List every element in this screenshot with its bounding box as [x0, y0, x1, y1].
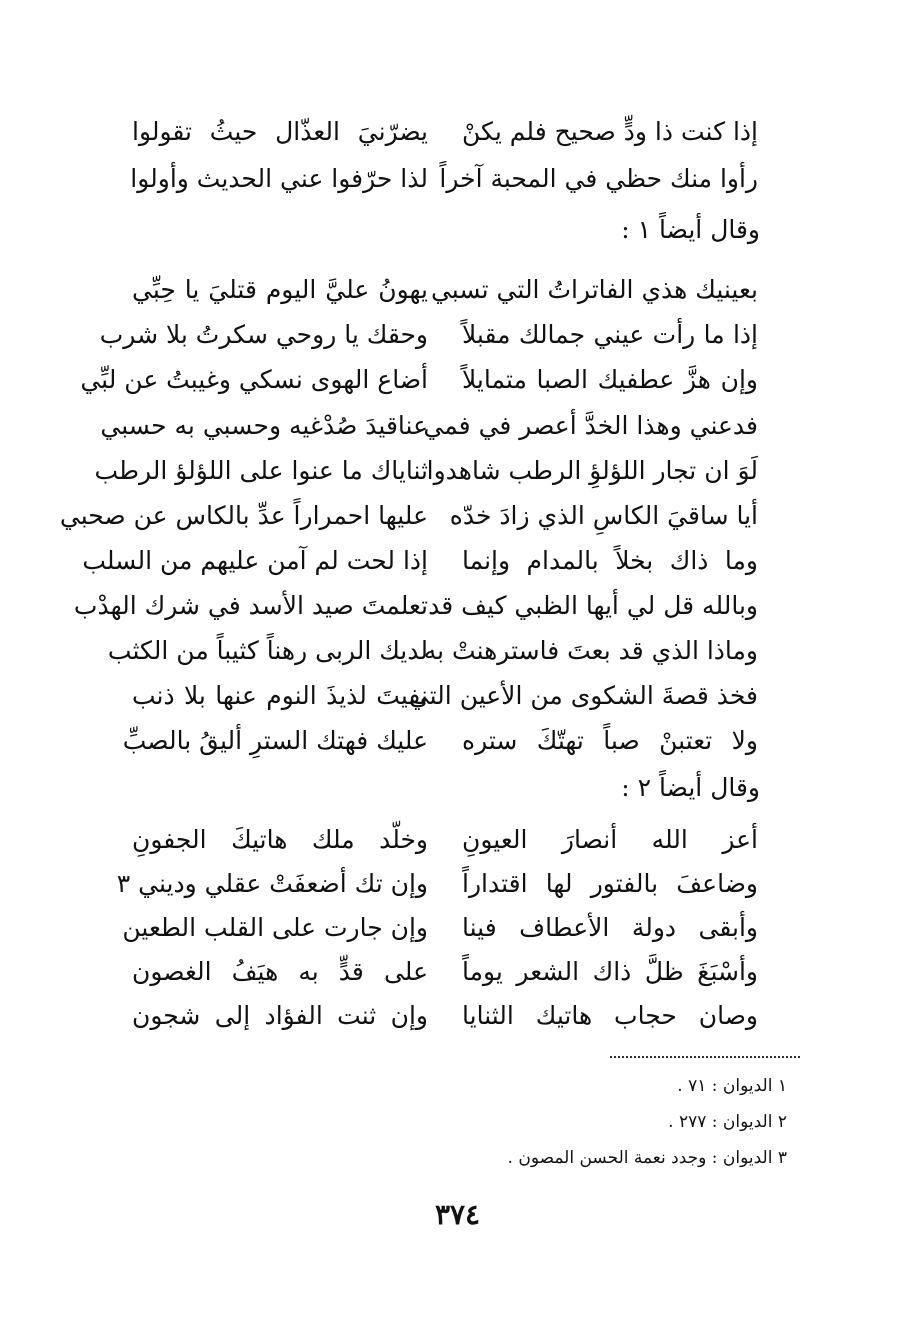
verse-second-hemistich: عناقيدَ صُدْغيه وحسبي به حسبي	[100, 411, 428, 440]
verse-row	[439, 157, 758, 201]
verse-row	[462, 358, 758, 402]
verse-row	[132, 994, 428, 1038]
verse-row	[462, 539, 758, 583]
verse-first-hemistich: وضاعفَ بالفتور لها اقتداراً	[462, 869, 758, 898]
verse-row	[116, 862, 428, 906]
verse-row	[462, 313, 758, 357]
verse-first-hemistich: بعينيك هذي الفاتراتُ التي تسبي	[430, 275, 758, 304]
verse-row	[82, 539, 428, 583]
verse-second-hemistich: يهونُ عليَّ اليوم قتليَ يا حِبِّي	[132, 275, 428, 304]
verse-row	[426, 449, 758, 493]
verse-first-hemistich: وبالله قل لي أيها الظبي كيف قد	[428, 591, 758, 620]
verse-first-hemistich: ولا تعتبنْ صباً تهتّكَ ستره	[462, 726, 758, 755]
verse-second-hemistich: وحقك يا روحي سكرتُ بلا شرب	[99, 320, 428, 349]
verse-row	[408, 674, 758, 718]
verse-row	[462, 818, 758, 862]
verse-second-hemistich: وإن جارت على القلب الطعين	[122, 913, 428, 942]
verse-row	[462, 719, 758, 763]
verse-second-hemistich: ثناياك ما عنوا على اللؤلؤ الرطب	[94, 456, 428, 485]
footnote: ١ الديوان : ٧١ .	[677, 1076, 787, 1096]
verse-second-hemistich: إذا لحت لم آمن عليهم من السلب	[82, 546, 428, 575]
verse-row	[94, 449, 428, 493]
verse-row	[80, 358, 428, 402]
verse-first-hemistich: وصان حجاب هاتيك الثنايا	[462, 1001, 758, 1030]
verse-row	[132, 157, 428, 201]
verse-second-hemistich: أضاع الهوى نسكي وغيبتُ عن لبِّي	[80, 365, 428, 394]
verse-row	[462, 110, 758, 154]
footnote: ٢ الديوان : ٢٧٧ .	[668, 1112, 787, 1132]
verse-second-hemistich: لديك الربى رهناً كثيباً من الكثب	[107, 636, 428, 665]
verse-row	[99, 313, 428, 357]
footnote: ٣ الديوان : وجدد نعمة الحسن المصون .	[507, 1148, 787, 1168]
verse-row	[132, 674, 428, 718]
verse-row	[449, 494, 758, 538]
verse-row	[428, 584, 758, 628]
verse-row	[462, 862, 758, 906]
verse-second-hemistich: تعلمتَ صيد الأسد في شرك الهدْب	[73, 591, 428, 620]
verse-second-hemistich: وإن تك أضعفَتْ عقلي وديني ٣	[116, 869, 428, 898]
poem-intro: وقال أيضاً ٢ :	[621, 773, 760, 802]
poem-intro: وقال أيضاً ١ :	[621, 215, 760, 244]
verse-row	[122, 906, 428, 950]
verse-row	[132, 110, 428, 154]
verse-row	[100, 404, 428, 448]
verse-first-hemistich: فخذ قصةَ الشكوى من الأعين التي	[408, 681, 758, 710]
verse-row	[132, 818, 428, 862]
verse-row	[73, 584, 428, 628]
verse-row	[462, 950, 758, 994]
verse-row	[107, 629, 428, 673]
verse-row	[462, 994, 758, 1038]
verse-row	[132, 950, 428, 994]
verse-second-hemistich: يضرّنيَ العذّال حيثُ تقولوا	[132, 117, 428, 146]
verse-first-hemistich: وماذا الذي قد بعتَ فاسترهنتْ به	[423, 636, 758, 665]
verse-second-hemistich: وخلّد ملك هاتيكَ الجفونِ	[132, 825, 428, 854]
verse-first-hemistich: رأوا منك حظي في المحبة آخراً	[439, 164, 758, 193]
verse-row	[462, 906, 758, 950]
verse-second-hemistich: لذا حرّفوا عني الحديث وأولوا	[130, 164, 428, 193]
footnote-separator	[610, 1056, 800, 1058]
verse-row	[423, 629, 758, 673]
verse-second-hemistich: نفيتَ لذيذَ النوم عنها بلا ذنب	[132, 681, 428, 710]
verse-first-hemistich: وإن هزَّ عطفيك الصبا متمايلاً	[462, 365, 758, 394]
verse-first-hemistich: وما ذاك بخلاً بالمدام وإنما	[462, 546, 758, 575]
verse-first-hemistich: لَوَ ان تجار اللؤلؤِ الرطب شاهدوا	[426, 456, 758, 485]
verse-second-hemistich: عليها احمراراً عدِّ بالكاس عن صحبي	[59, 501, 428, 530]
verse-first-hemistich: إذا ما رأت عيني جمالك مقبلاً	[462, 320, 758, 349]
verse-first-hemistich: أيا ساقيَ الكاسِ الذي زادَ خدّه	[449, 501, 758, 530]
verse-first-hemistich: وأبقى دولة الأعطاف فينا	[462, 913, 758, 942]
verse-first-hemistich: أعز الله أنصارَ العيونِ	[462, 825, 758, 854]
verse-second-hemistich: عليك فهتك السترِ أليقُ بالصبِّ	[122, 726, 428, 755]
verse-row	[59, 494, 428, 538]
verse-first-hemistich: إذا كنت ذا ودٍّ صحيح فلم يكنْ	[462, 117, 758, 146]
page-number: ٣٧٤	[434, 1198, 481, 1231]
verse-first-hemistich: وأسْبَغَ ظلَّ ذاك الشعر يوماً	[462, 957, 758, 986]
verse-first-hemistich: فدعني وهذا الخدَّ أعصر في فمي	[423, 411, 758, 440]
verse-row	[423, 404, 758, 448]
verse-second-hemistich: على قدٍّ به هيَفُ الغصون	[132, 957, 428, 986]
verse-row	[122, 719, 428, 763]
verse-row	[430, 268, 758, 312]
verse-second-hemistich: وإن ثنت الفؤاد إلى شجون	[132, 1001, 428, 1030]
verse-row	[132, 268, 428, 312]
